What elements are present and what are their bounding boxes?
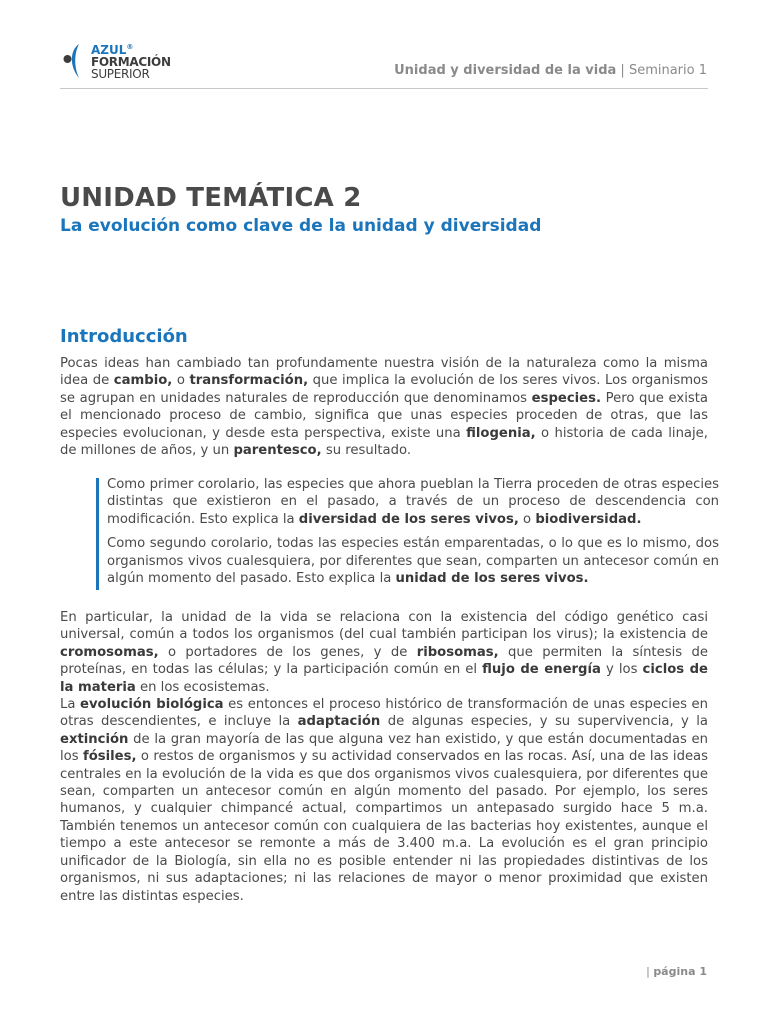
corollary-1-text-2: o xyxy=(518,511,536,527)
logo-line-azul xyxy=(91,41,171,56)
page-footer xyxy=(646,965,707,978)
header-separator: | xyxy=(620,63,625,78)
body-2-text-4: de la gran mayoría de las que alguna vez han existido, y que están documentadas en los xyxy=(60,731,708,765)
body-2-text-3: de algunas especies, y su supervivencia, y la xyxy=(380,714,708,730)
term-extincion: extinción xyxy=(60,731,129,747)
unit-subtitle: La evolución como clave de la unidad y diversidad xyxy=(60,216,542,236)
section-title-introduccion: Introducción xyxy=(60,326,188,347)
body-1-text-1: En particular, la unidad de la vida se relaciona con la existencia del código genético casi universal, común a todos los organismos (del cual también participan los virus); la existencia de xyxy=(60,610,708,643)
term-diversidad: diversidad de los seres vivos, xyxy=(298,511,519,527)
course-title: Unidad y diversidad de la vida xyxy=(394,63,617,78)
term-unidad: unidad de los seres vivos. xyxy=(395,571,589,587)
intro-text-3: que implica la evolución de los seres vivos. Los organismos se agrupan en unidades naturales de reproducción que denominamos xyxy=(60,373,708,406)
term-flujo-energia: flujo de energía xyxy=(482,662,601,678)
logo-line-formacion: FORMACIÓN xyxy=(91,55,171,69)
logo-azul-text: AZUL xyxy=(91,43,127,57)
corollary-paragraph-1 xyxy=(107,476,719,528)
body-1-text-4: y los xyxy=(600,662,643,678)
intro-paragraph xyxy=(60,355,708,459)
intro-text-5: o historia de cada linaje, de millones de años, y un xyxy=(60,425,708,459)
body-paragraph-2 xyxy=(60,696,708,905)
body-1-text-5: en los ecosistemas. xyxy=(135,679,270,695)
term-cromosomas: cromosomas, xyxy=(60,644,159,660)
footer-separator: | xyxy=(646,965,650,978)
intro-text-2: o xyxy=(172,373,190,389)
corollary-2-text-1: Como segundo corolario, todas las especies están emparentadas, o lo que es lo mismo, dos organismos vivos cualesquiera, por diferentes que sean, comparten un antecesor común en algún momento del pasado. Esto explica la xyxy=(107,536,719,587)
logo-wordmark xyxy=(91,41,171,80)
intro-text-1: Pocas ideas han cambiado tan profundamente nuestra visión de la naturaleza como la misma idea de xyxy=(60,356,708,389)
page-number: página 1 xyxy=(653,965,707,978)
body-2-text-1: La xyxy=(60,697,81,713)
term-adaptacion: adaptación xyxy=(297,714,381,730)
seminar-label: Seminario 1 xyxy=(628,63,707,78)
running-header xyxy=(394,63,707,78)
term-transformacion: transformación, xyxy=(189,373,309,389)
term-fosiles: fósiles, xyxy=(83,749,137,765)
header-divider xyxy=(60,88,708,89)
corollary-1-text-1: Como primer corolario, las especies que ahora pueblan la Tierra proceden de otras especies distintas que existieron en el pasado, a través de un proceso de descendencia con modificación. Esto explica la xyxy=(107,477,719,527)
term-especies: especies. xyxy=(531,390,601,406)
body-2-text-5: o restos de organismos y su actividad conservados en las rocas. Así, una de las ideas centrales en la evolución de la vida es que dos organismos vivos cualesquiera, por diferentes que sean, comparten un antecesor común en algún momento del pasado. Por ejemplo, los seres humanos, y cualquier chimpancé actual, compartimos un antepasado surgido hace 5 m.a. También tenemos un antecesor común con cualquiera de las bacterias hoy existentes, aunque el tiempo a este antecesor se remonte a más de 3.400 m.a. La evolución es el gran principio unificador de la Biología, sin ella no es posible entender ni las propiedades distintivas de los organismos, ni sus adaptaciones; ni las relaciones de mayor o menor proximidad que existen entre las distintas especies. xyxy=(60,749,709,904)
term-filogenia: filogenia, xyxy=(466,425,536,441)
logo-registered-mark: ® xyxy=(126,43,134,51)
body-2-text-2: es entonces el proceso histórico de transformación de unas especies en otras descendientes, e incluye la xyxy=(60,697,708,730)
term-ribosomas: ribosomas, xyxy=(416,644,499,660)
corollary-paragraph-2 xyxy=(107,535,719,587)
term-biodiversidad: biodiversidad. xyxy=(535,511,642,527)
logo-line-superior: SUPERIOR xyxy=(91,67,150,81)
brand-logo xyxy=(60,40,180,80)
term-parentesco: parentesco, xyxy=(233,443,322,459)
term-cambio: cambio, xyxy=(113,373,173,389)
body-paragraph-1 xyxy=(60,609,708,696)
term-ciclos-materia: ciclos de la materia xyxy=(60,662,708,695)
corollary-block xyxy=(96,476,719,587)
intro-text-6: su resultado. xyxy=(321,443,412,459)
body-1-text-2: o portadores de los genes, y de xyxy=(158,644,417,660)
logo-arc-icon xyxy=(60,40,90,80)
unit-title: UNIDAD TEMÁTICA 2 xyxy=(60,183,362,213)
term-evolucion-biologica: evolución biológica xyxy=(80,697,224,713)
intro-text-4: Pero que exista el mencionado proceso de cambio, significa que unas especies proceden de otras, que las especies evolucionan, y desde esta perspectiva, existe una xyxy=(60,390,709,441)
quote-accent-bar xyxy=(96,478,99,590)
body-text xyxy=(60,609,708,905)
body-1-text-3: que permiten la síntesis de proteínas, en todas las células; y la participación común en el xyxy=(60,644,708,678)
